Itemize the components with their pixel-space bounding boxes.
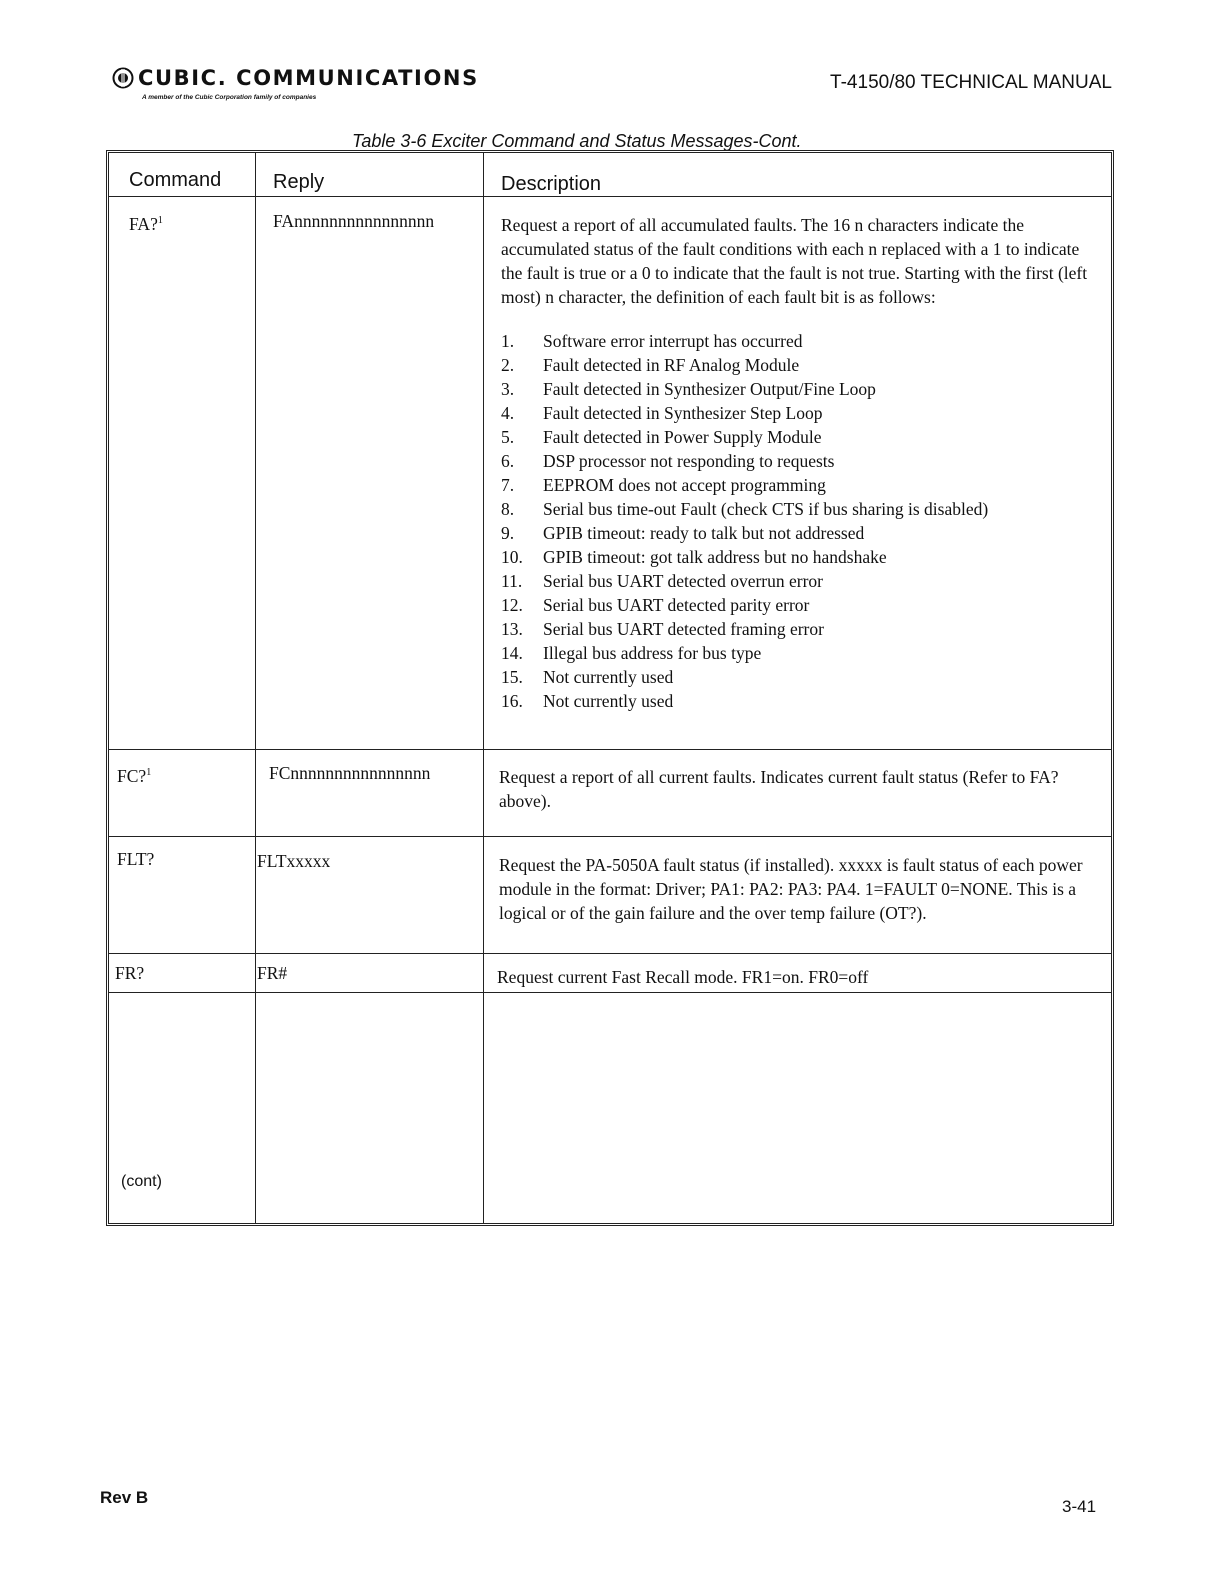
list-item: 4. Fault detected in Synthesizer Step Loop xyxy=(501,403,823,423)
command-table xyxy=(106,150,1114,1226)
table-row-command: FLT? xyxy=(117,849,155,869)
table-row-description: Request current Fast Recall mode. FR1=on. FR0=off xyxy=(497,967,869,987)
list-item: 8. Serial bus time-out Fault (check CTS if bus sharing is disabled) xyxy=(501,499,989,519)
footnote-marker: 1 xyxy=(157,215,163,226)
list-item: 15. Not currently used xyxy=(501,667,674,687)
company-tagline: A member of the Cubic Corporation family of companies xyxy=(142,94,317,101)
table-row-command xyxy=(129,209,163,236)
fault-bit-list xyxy=(501,329,1101,713)
table-row-reply: FR# xyxy=(257,963,288,983)
list-item: 3. Fault detected in Synthesizer Output/Fine Loop xyxy=(501,379,876,399)
column-header-description: Description xyxy=(501,173,602,195)
table-row-command xyxy=(117,761,151,788)
footer-revision: Rev B xyxy=(100,1488,149,1507)
column-header-command: Command xyxy=(129,169,222,191)
table-row-description: Request the PA-5050A fault status (if installed). xxxxx is fault status of each power module in the format: Driver; PA1: PA2: PA3: PA4. 1=FAULT 0=NONE. This is a logical or of the gain failure and the over temp failure (OT?). xyxy=(499,855,1083,923)
list-item: 7. EEPROM does not accept programming xyxy=(501,475,826,495)
list-item: 13. Serial bus UART detected framing error xyxy=(501,619,824,639)
company-logo xyxy=(112,66,479,90)
continuation-label: (cont) xyxy=(121,1173,162,1190)
command-text: FC? xyxy=(117,765,147,786)
list-item: 2. Fault detected in RF Analog Module xyxy=(501,355,800,375)
table-caption: Table 3-6 Exciter Command and Status Messages-Cont. xyxy=(352,131,802,151)
table-row-reply: FCnnnnnnnnnnnnnnnn xyxy=(269,763,431,783)
list-item: 10. GPIB timeout: got talk address but no handshake xyxy=(501,547,887,567)
table-row-description: Request a report of all current faults. Indicates current fault status (Refer to FA? above). xyxy=(499,767,1059,811)
footer-page-number: 3-41 xyxy=(1062,1497,1097,1516)
row-divider xyxy=(109,953,1111,954)
list-item: 14. Illegal bus address for bus type xyxy=(501,643,762,663)
column-header-reply: Reply xyxy=(273,171,325,193)
list-item: 11. Serial bus UART detected overrun error xyxy=(501,571,823,591)
list-item: 12. Serial bus UART detected parity error xyxy=(501,595,810,615)
footnote-marker: 1 xyxy=(146,767,152,778)
list-item: 1. Software error interrupt has occurred xyxy=(501,331,803,351)
table-row-reply: FAnnnnnnnnnnnnnnnn xyxy=(273,211,435,231)
command-text: FA? xyxy=(129,213,158,234)
document-title: T-4150/80 TECHNICAL MANUAL xyxy=(830,72,1112,93)
list-item: 6. DSP processor not responding to requests xyxy=(501,451,835,471)
row-divider xyxy=(109,992,1111,993)
column-divider xyxy=(255,153,256,1223)
table-row-reply: FLTxxxxx xyxy=(257,851,331,871)
list-item: 16. Not currently used xyxy=(501,691,674,711)
header-divider xyxy=(109,196,1111,197)
list-item: 9. GPIB timeout: ready to talk but not addressed xyxy=(501,523,865,543)
column-divider xyxy=(483,153,484,1223)
row-divider xyxy=(109,836,1111,837)
cubic-logo-icon xyxy=(112,67,134,89)
table-row-command: FR? xyxy=(115,963,145,983)
row-divider xyxy=(109,749,1111,750)
company-name: CUBIC. COMMUNICATIONS xyxy=(138,66,479,90)
description-text: Request a report of all accumulated faults. The 16 n characters indicate the accumulated status of the fault conditions with each n replaced with a 1 to indicate the fault is true or a 0 to indicate that the fault is not true. Starting with the first (left most) n character, the definition of each fault bit is as follows: xyxy=(501,215,1088,307)
table-row-description xyxy=(501,213,1101,713)
list-item: 5. Fault detected in Power Supply Module xyxy=(501,427,822,447)
